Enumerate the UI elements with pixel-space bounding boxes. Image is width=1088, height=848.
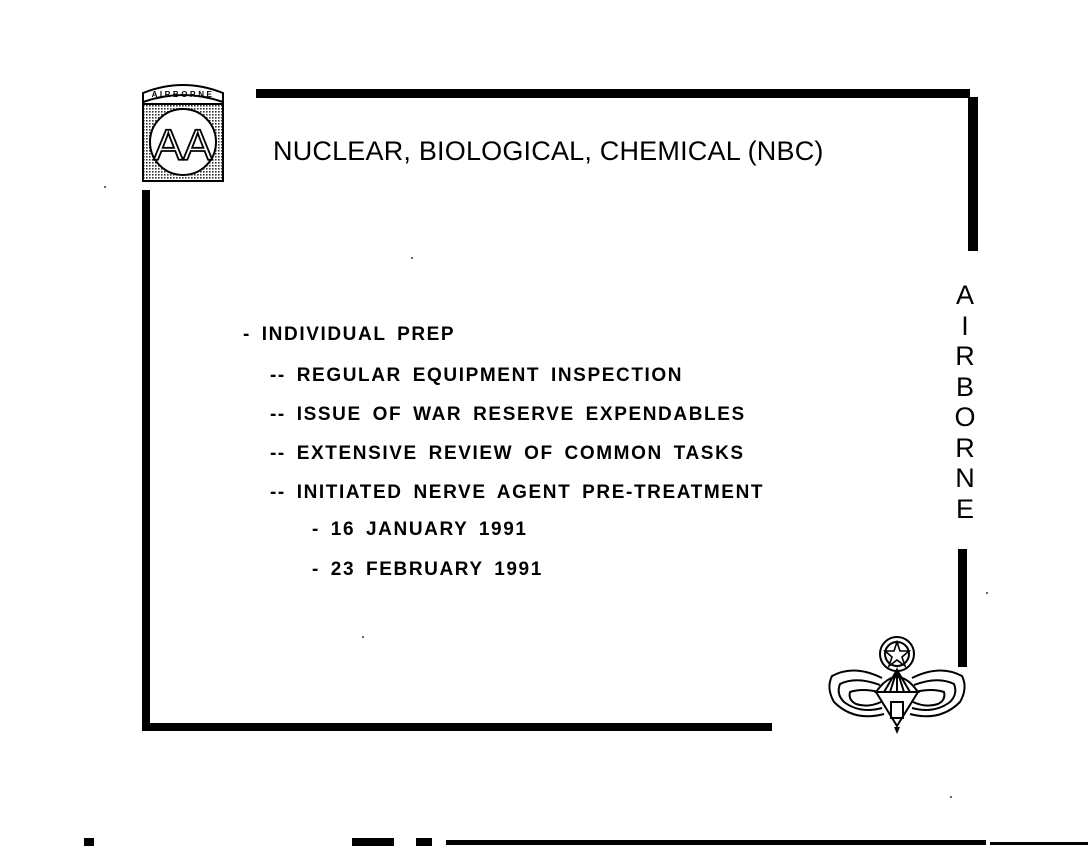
- vertical-letter: N: [955, 463, 975, 493]
- scan-speck: [362, 636, 364, 638]
- scan-speck: [411, 257, 413, 259]
- vertical-letter: A: [955, 280, 974, 310]
- footer-mark: [352, 838, 394, 846]
- bullet-l2: -- INITIATED NERVE AGENT PRE-TREATMENT: [270, 482, 765, 503]
- footer-line: [990, 842, 1088, 845]
- bullet-l2: -- EXTENSIVE REVIEW OF COMMON TASKS: [270, 443, 745, 464]
- airborne-division-patch-icon: [140, 78, 226, 184]
- vertical-letter: R: [955, 432, 975, 463]
- scan-speck: [986, 592, 988, 594]
- page-title: NUCLEAR, BIOLOGICAL, CHEMICAL (NBC): [273, 136, 824, 166]
- bullet-l1: - INDIVIDUAL PREP: [243, 324, 456, 345]
- frame-top-bar: [256, 89, 970, 98]
- frame-right-upper-bar: [968, 97, 978, 251]
- vertical-letter: B: [955, 371, 974, 402]
- vertical-letter: R: [955, 341, 975, 371]
- patch-banner-text: AIRBORNE: [151, 90, 215, 99]
- vertical-letter: E: [955, 493, 974, 524]
- vertical-airborne-text: [950, 280, 980, 524]
- frame-left-bar: [142, 190, 150, 727]
- bullet-l3: - 23 FEBRUARY 1991: [312, 559, 543, 580]
- footer-mark: [416, 838, 432, 846]
- frame-bottom-bar: [142, 723, 772, 731]
- vertical-letter: O: [954, 402, 976, 432]
- patch-letters: AA: [153, 121, 213, 170]
- scan-speck: [104, 186, 106, 188]
- bullet-l3: - 16 JANUARY 1991: [312, 519, 528, 540]
- scan-speck: [950, 796, 952, 798]
- footer-line: [446, 840, 986, 845]
- bullet-l2: -- REGULAR EQUIPMENT INSPECTION: [270, 365, 684, 386]
- vertical-letter: I: [961, 310, 969, 341]
- footer-mark: [84, 838, 94, 846]
- master-parachutist-badge-icon: [824, 630, 970, 736]
- bullet-l2: -- ISSUE OF WAR RESERVE EXPENDABLES: [270, 404, 746, 425]
